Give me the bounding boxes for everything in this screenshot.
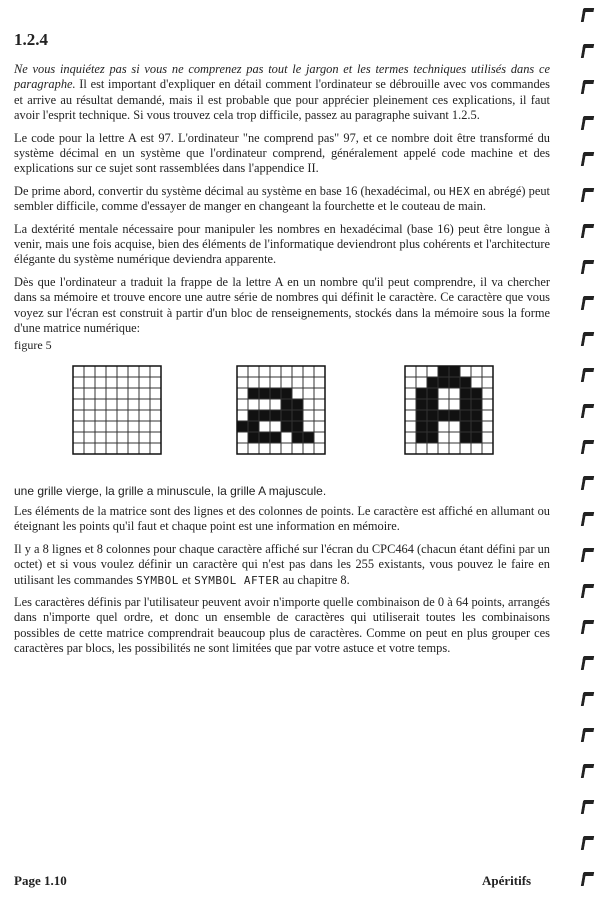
- grid-cell-on: [460, 432, 471, 443]
- grid-cell-on: [471, 388, 482, 399]
- paragraph-matrix: Dès que l'ordinateur a traduit la frappe de la lettre A en un nombre qu'il peut comprendre, il va chercher dans sa mémoire et trouve encore une autre série de nombres qui définit le caractère. Ce caractère que vous voyez sur l'écran est construit à partir d'un bloc de renseignements, stockés dans la mémoire sous la forme d'une matrice numérique:: [14, 274, 550, 336]
- grid-cell-off: [139, 410, 150, 421]
- grid-cell-on: [427, 421, 438, 432]
- grid-cell-off: [106, 421, 117, 432]
- grid-cell-on: [259, 388, 270, 399]
- cpc-text-b: et: [178, 572, 195, 587]
- grid-cell-off: [95, 410, 106, 421]
- grid-cell-off: [427, 443, 438, 454]
- figure-caption: une grille vierge, la grille a minuscule, la grille A majuscule.: [14, 483, 327, 498]
- grid-cell-off: [237, 388, 248, 399]
- blank-grid: [72, 365, 163, 456]
- grid-cell-off: [405, 366, 416, 377]
- grid-cell-off: [139, 388, 150, 399]
- grid-cell-on: [427, 410, 438, 421]
- grid-cell-off: [314, 410, 325, 421]
- grid-cell-off: [482, 399, 493, 410]
- binding-mark: [581, 152, 594, 166]
- grid-cell-on: [292, 399, 303, 410]
- grid-cell-on: [259, 410, 270, 421]
- grid-cell-off: [139, 421, 150, 432]
- binding-mark: [581, 8, 594, 22]
- binding-mark: [581, 296, 594, 310]
- grid-cell-off: [117, 377, 128, 388]
- paragraph-dexterity: La dextérité mentale nécessaire pour manipuler les nombres en hexadécimal (base 16) peut être longue à venir, mais une fois acquise, bien des éléments de l'informatique deviendront plus cohérents et l'architecture élégante du système numérique deviendra apparente.: [14, 221, 550, 267]
- grid-cell-off: [416, 377, 427, 388]
- hex-text-a: De prime abord, convertir du système décimal au système en base 16 (hexadécimal, ou: [14, 183, 449, 198]
- grid-cell-off: [139, 443, 150, 454]
- cpc-text-c: au chapitre 8.: [279, 572, 350, 587]
- hex-term: HEX: [448, 184, 471, 198]
- grid-cell-on: [471, 432, 482, 443]
- grid-cell-off: [416, 366, 427, 377]
- grid-cell-off: [128, 432, 139, 443]
- section-heading: 1.2.4: [14, 30, 48, 49]
- grid-cell-off: [237, 410, 248, 421]
- binding-mark: [581, 800, 594, 814]
- grid-cell-off: [248, 377, 259, 388]
- binding-mark: [581, 512, 594, 526]
- grid-cell-on: [427, 388, 438, 399]
- grid-cell-off: [449, 388, 460, 399]
- grid-cell-off: [95, 377, 106, 388]
- grid-cell-off: [128, 377, 139, 388]
- grid-cell-off: [150, 366, 161, 377]
- paragraph-combinations: Les caractères définis par l'utilisateur peuvent avoir n'importe quelle combinaison de 0 à 64 points, arrangés dans n'importe quel ordre, et donc un ensemble de caractères qui utiliserait toutes les combinaisons possibles de cette matrice comprendrait beaucoup plus de caractères. Comme on peut en plus grouper ces caractères par blocs, les possibilités ne sont limitées que par votre astuce et votre temps.: [14, 594, 550, 656]
- binding-mark: [581, 836, 594, 850]
- binding-mark: [581, 260, 594, 274]
- grid-cell-off: [106, 366, 117, 377]
- grid-cell-on: [460, 399, 471, 410]
- grid-cell-off: [84, 410, 95, 421]
- paragraph-elements: Les éléments de la matrice sont des lignes et des colonnes de points. Le caractère est affiché en allumant ou éteignant les points qu'il faut et chaque point est une information en mémoire.: [14, 503, 550, 534]
- grid-cell-on: [281, 399, 292, 410]
- grid-cell-off: [237, 432, 248, 443]
- grid-cell-off: [259, 366, 270, 377]
- grid-cell-off: [237, 443, 248, 454]
- grid-cell-off: [237, 399, 248, 410]
- intro-italic: Ne vous inquiétez pas si vous ne comprenez pas tout le jargon et les termes techniques utilisés dans ce paragraphe.: [14, 62, 550, 92]
- grid-cell-on: [248, 410, 259, 421]
- grid-cell-off: [73, 443, 84, 454]
- binding-mark: [581, 620, 594, 634]
- intro-rest: Il est important d'expliquer en détail comment l'ordinateur se débrouille avec vos commandes et arrive au résultat demandé, mais il est probable que pour apprécier pleinement ces explications, il faut avoir l'esprit technique. Si vous trouvez cela trop difficile, passez au paragraphe suivant 1.2.5.: [14, 77, 550, 123]
- grid-cell-off: [449, 399, 460, 410]
- grid-cell-off: [106, 399, 117, 410]
- cpc-text-a: Il y a 8 lignes et 8 colonnes pour chaque caractère affiché sur l'écran du CPC464 (chacun étant défini par un octet) et si vous voulez définir un caractère qui n'est pas dans les 255 existants, vous pouvez le faire en utilisant les commandes: [14, 541, 550, 587]
- grid-cell-off: [95, 366, 106, 377]
- grid-cell-off: [449, 443, 460, 454]
- grid-cell-off: [405, 421, 416, 432]
- chapter-title: Apéritifs: [482, 873, 532, 888]
- grid-cell-on: [259, 432, 270, 443]
- grid-cell-on: [281, 388, 292, 399]
- grid-cell-off: [117, 399, 128, 410]
- grid-cell-off: [84, 421, 95, 432]
- grid-cell-off: [237, 366, 248, 377]
- grid-cell-off: [482, 432, 493, 443]
- grid-cell-on: [292, 432, 303, 443]
- grid-cell-off: [95, 421, 106, 432]
- grid-cell-on: [281, 410, 292, 421]
- grid-cell-off: [73, 388, 84, 399]
- grid-cell-off: [482, 421, 493, 432]
- grid-cell-on: [438, 410, 449, 421]
- grid-cell-on: [270, 388, 281, 399]
- grid-cell-off: [270, 377, 281, 388]
- grid-cell-on: [460, 421, 471, 432]
- binding-mark: [581, 368, 594, 382]
- paragraph-intro: [14, 62, 550, 124]
- grid-cell-on: [248, 421, 259, 432]
- grid-cell-off: [139, 377, 150, 388]
- grid-cell-off: [314, 366, 325, 377]
- grid-cell-off: [237, 377, 248, 388]
- grid-cell-off: [128, 421, 139, 432]
- grid-cell-on: [471, 410, 482, 421]
- binding-mark: [581, 188, 594, 202]
- grid-cell-off: [405, 443, 416, 454]
- grid-cell-off: [150, 399, 161, 410]
- grid-cell-off: [73, 377, 84, 388]
- grid-cell-off: [117, 432, 128, 443]
- grid-cell-on: [471, 421, 482, 432]
- grid-cell-off: [438, 432, 449, 443]
- grid-cell-off: [270, 399, 281, 410]
- grid-cell-off: [303, 443, 314, 454]
- grid-cell-off: [416, 443, 427, 454]
- grid-cell-on: [292, 421, 303, 432]
- grid-cell-off: [449, 432, 460, 443]
- binding-mark: [581, 656, 594, 670]
- grid-cell-on: [427, 377, 438, 388]
- binding-mark: [581, 224, 594, 238]
- grid-cell-off: [405, 399, 416, 410]
- grid-cell-off: [292, 388, 303, 399]
- grid-cell-off: [150, 410, 161, 421]
- grid-cell-on: [303, 432, 314, 443]
- grid-cell-off: [303, 366, 314, 377]
- grid-cell-off: [139, 366, 150, 377]
- binding-mark: [581, 548, 594, 562]
- grid-cell-off: [150, 443, 161, 454]
- grid-cell-off: [405, 432, 416, 443]
- grid-cell-on: [281, 421, 292, 432]
- grid-cell-on: [438, 377, 449, 388]
- grid-cell-off: [405, 410, 416, 421]
- grid-cell-off: [303, 421, 314, 432]
- grid-cell-off: [106, 377, 117, 388]
- grid-cell-on: [449, 410, 460, 421]
- grid-cell-on: [427, 432, 438, 443]
- grid-cell-on: [248, 388, 259, 399]
- grid-cell-off: [95, 388, 106, 399]
- paragraph-cpc464: [14, 542, 550, 588]
- grid-cell-off: [281, 432, 292, 443]
- grid-cell-off: [106, 410, 117, 421]
- grid-cell-off: [128, 443, 139, 454]
- grid-cell-off: [292, 366, 303, 377]
- grid-cell-on: [270, 410, 281, 421]
- grid-cell-off: [128, 388, 139, 399]
- figure-label: figure 5: [14, 337, 52, 352]
- grid-cell-off: [117, 410, 128, 421]
- grid-cell-off: [281, 377, 292, 388]
- grid-cell-off: [95, 399, 106, 410]
- grid-cell-off: [303, 388, 314, 399]
- lowercase-a-grid: [236, 365, 327, 456]
- grid-cell-on: [416, 399, 427, 410]
- grid-cell-off: [482, 410, 493, 421]
- grid-cell-off: [471, 366, 482, 377]
- binding-mark: [581, 584, 594, 598]
- grid-cell-off: [73, 366, 84, 377]
- binding-mark: [581, 872, 594, 886]
- grid-cell-off: [84, 399, 95, 410]
- grid-cell-on: [270, 432, 281, 443]
- uppercase-a-grid: [404, 365, 495, 456]
- grid-cell-off: [438, 421, 449, 432]
- grid-cell-off: [84, 388, 95, 399]
- grid-cell-off: [84, 377, 95, 388]
- paragraph-hex: [14, 184, 550, 215]
- binding-mark: [581, 404, 594, 418]
- grid-cell-off: [248, 399, 259, 410]
- binding-mark: [581, 440, 594, 454]
- grid-cell-off: [303, 399, 314, 410]
- grid-cell-off: [73, 410, 84, 421]
- binding-mark: [581, 692, 594, 706]
- grid-cell-off: [460, 443, 471, 454]
- grid-cell-off: [405, 377, 416, 388]
- grid-cell-off: [73, 421, 84, 432]
- grid-cell-off: [438, 388, 449, 399]
- grid-cell-off: [106, 443, 117, 454]
- grid-cell-off: [259, 399, 270, 410]
- binding-mark: [581, 44, 594, 58]
- grid-cell-off: [95, 443, 106, 454]
- figure-grids: [14, 353, 550, 478]
- grid-cell-off: [482, 388, 493, 399]
- grid-cell-off: [471, 377, 482, 388]
- binding-mark: [581, 332, 594, 346]
- grid-cell-on: [237, 421, 248, 432]
- grid-cell-on: [449, 377, 460, 388]
- grid-cell-off: [314, 377, 325, 388]
- grid-cell-off: [259, 421, 270, 432]
- grid-cell-on: [416, 432, 427, 443]
- grid-cell-off: [270, 366, 281, 377]
- grid-cell-off: [106, 432, 117, 443]
- grid-cell-off: [117, 388, 128, 399]
- grid-cell-off: [117, 421, 128, 432]
- grid-cell-off: [460, 366, 471, 377]
- grid-cell-on: [460, 377, 471, 388]
- grid-cell-off: [117, 366, 128, 377]
- grid-cell-off: [438, 399, 449, 410]
- binding-mark: [581, 80, 594, 94]
- grid-cell-off: [303, 410, 314, 421]
- grid-cell-off: [84, 443, 95, 454]
- grid-cell-off: [292, 443, 303, 454]
- page-content: [14, 62, 550, 664]
- grid-cell-on: [416, 421, 427, 432]
- grid-cell-off: [314, 388, 325, 399]
- grid-cell-off: [281, 366, 292, 377]
- grid-cell-off: [449, 421, 460, 432]
- grid-cell-off: [106, 388, 117, 399]
- grid-cell-off: [482, 443, 493, 454]
- grid-cell-off: [150, 432, 161, 443]
- grid-cell-on: [248, 432, 259, 443]
- symbol-command: SYMBOL: [136, 573, 179, 587]
- grid-cell-off: [95, 432, 106, 443]
- grid-cell-off: [270, 443, 281, 454]
- grid-cell-off: [128, 410, 139, 421]
- grid-cell-off: [117, 443, 128, 454]
- grid-cell-off: [438, 443, 449, 454]
- grid-cell-off: [471, 443, 482, 454]
- grid-cell-off: [281, 443, 292, 454]
- binding-mark: [581, 764, 594, 778]
- grid-cell-on: [460, 410, 471, 421]
- grid-cell-off: [482, 377, 493, 388]
- grid-cell-on: [460, 388, 471, 399]
- grid-cell-off: [303, 377, 314, 388]
- binding-mark: [581, 476, 594, 490]
- grid-cell-on: [416, 388, 427, 399]
- grid-cell-off: [139, 432, 150, 443]
- grid-cell-off: [248, 443, 259, 454]
- grid-cell-off: [314, 399, 325, 410]
- grid-cell-off: [259, 443, 270, 454]
- grid-cell-off: [150, 377, 161, 388]
- grid-cell-on: [438, 366, 449, 377]
- grid-cell-on: [427, 399, 438, 410]
- grid-cell-off: [314, 443, 325, 454]
- hex-text-b: en abrégé) peut sembler difficile, comme d'essayer de manger en changeant la fourchette et le couteau de main.: [14, 183, 550, 214]
- grid-cell-off: [482, 366, 493, 377]
- grid-cell-on: [471, 399, 482, 410]
- paragraph-code-97: Le code pour la lettre A est 97. L'ordinateur "ne comprend pas" 97, et ce nombre doit être transformé du système décimal en un système que l'ordinateur comprend, généralement appelé code machine et des explications sur ce sujet sont rassemblées dans l'appendice II.: [14, 130, 550, 176]
- grid-cell-on: [292, 410, 303, 421]
- grid-cell-off: [128, 366, 139, 377]
- grid-cell-off: [270, 421, 281, 432]
- grid-cell-off: [314, 421, 325, 432]
- grid-cell-off: [259, 377, 270, 388]
- grid-cell-off: [150, 421, 161, 432]
- grid-cell-on: [416, 410, 427, 421]
- symbol-after-command: SYMBOL AFTER: [194, 573, 280, 587]
- grid-cell-off: [248, 366, 259, 377]
- grid-cell-off: [84, 366, 95, 377]
- grid-cell-off: [150, 388, 161, 399]
- page-number: Page 1.10: [14, 873, 67, 888]
- grid-cell-off: [405, 388, 416, 399]
- grid-cell-off: [314, 432, 325, 443]
- binding-mark: [581, 116, 594, 130]
- grid-cell-off: [73, 399, 84, 410]
- binding-mark: [581, 728, 594, 742]
- binding-edge: [582, 0, 602, 900]
- grid-cell-off: [292, 377, 303, 388]
- grid-cell-off: [139, 399, 150, 410]
- grid-cell-off: [73, 432, 84, 443]
- grid-cell-on: [449, 366, 460, 377]
- grid-cell-off: [128, 399, 139, 410]
- grid-cell-off: [427, 366, 438, 377]
- grid-cell-off: [84, 432, 95, 443]
